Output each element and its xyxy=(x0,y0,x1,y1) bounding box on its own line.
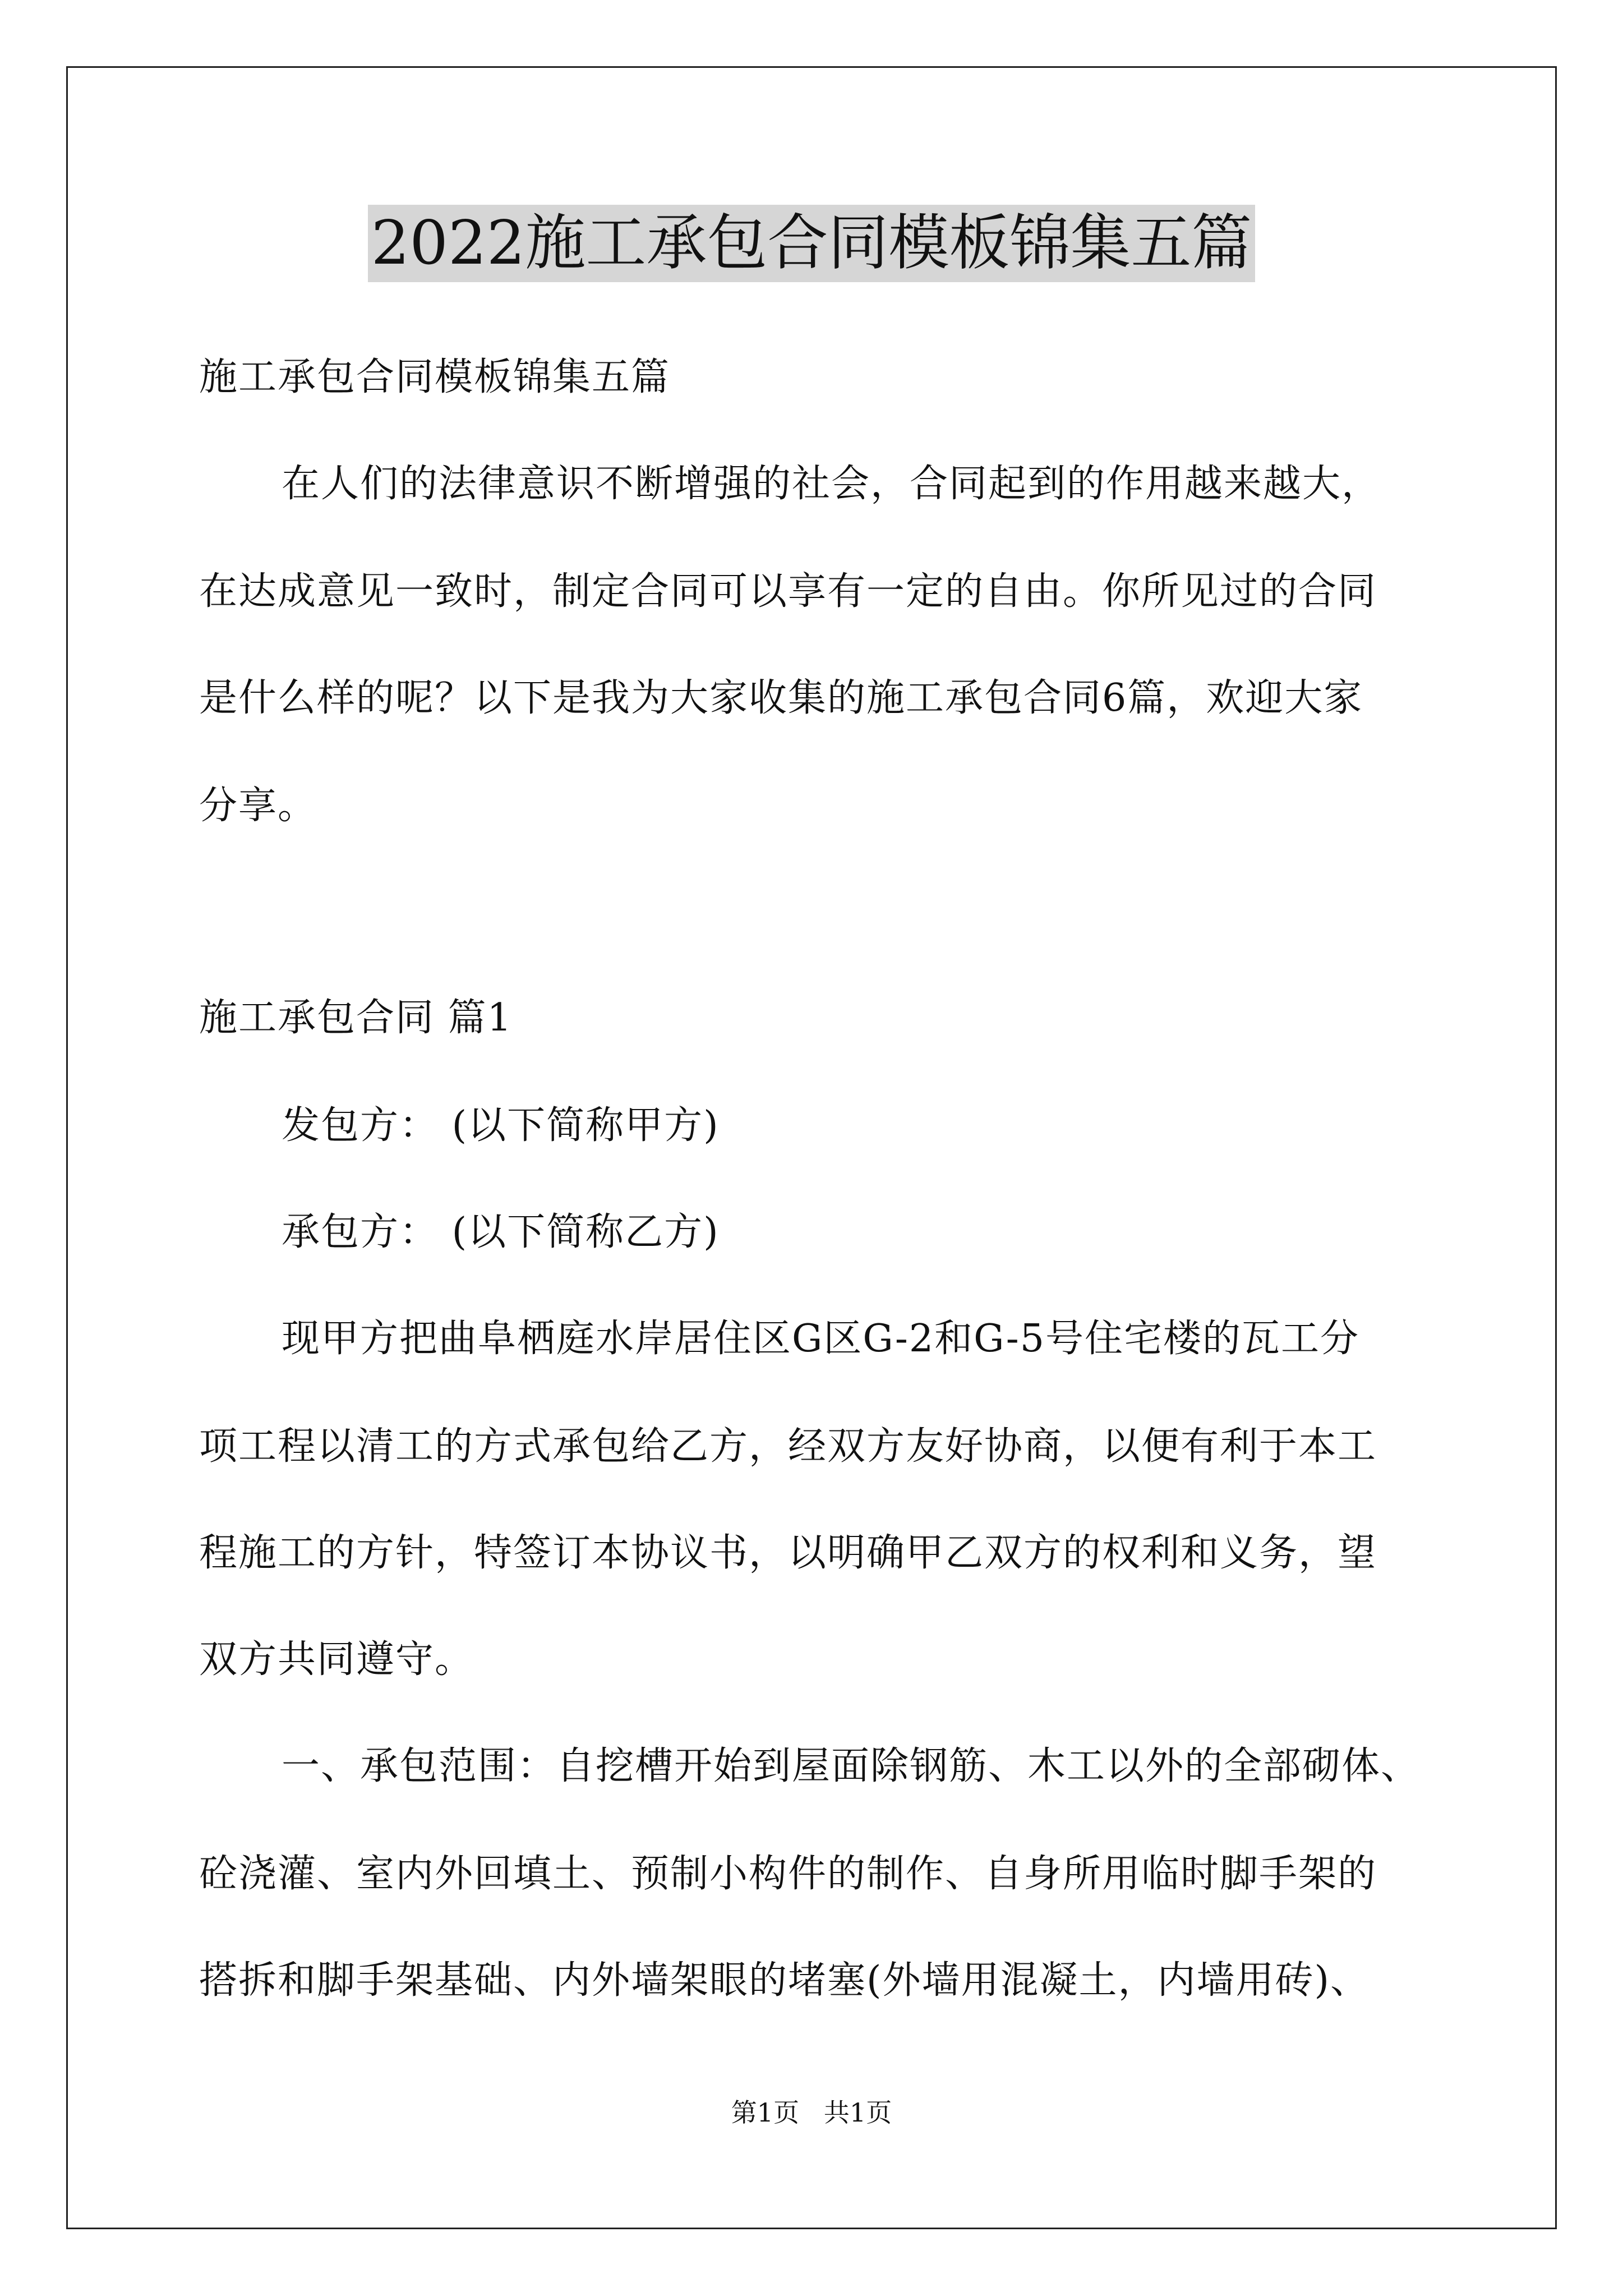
document-subtitle: 施工承包合同模板锦集五篇 xyxy=(199,355,671,399)
intro-line: 在人们的法律意识不断增强的社会，合同起到的作用越来越大， xyxy=(282,462,1381,506)
intro-line: 在达成意见一致时，制定合同可以享有一定的自由。你所见过的合同 xyxy=(199,569,1377,614)
party-a-line: 发包方： (以下简称甲方) xyxy=(282,1103,720,1148)
title-container xyxy=(0,205,1623,282)
scope-line: 砼浇灌、室内外回填土、预制小构件的制作、自身所用临时脚手架的 xyxy=(199,1852,1377,1896)
section-heading: 施工承包合同 篇1 xyxy=(199,996,513,1040)
scope-line: 搭拆和脚手架基础、内外墙架眼的堵塞(外墙用混凝土，内墙用砖)、 xyxy=(199,1958,1370,2003)
party-b-line: 承包方： (以下简称乙方) xyxy=(282,1210,720,1254)
scope-line: 一、承包范围：自挖槽开始到屋面除钢筋、木工以外的全部砌体、 xyxy=(282,1744,1421,1788)
body-line: 程施工的方针，特签订本协议书，以明确甲乙双方的权利和义务，望 xyxy=(199,1531,1377,1575)
intro-line: 分享。 xyxy=(199,784,317,828)
body-line: 双方共同遵守。 xyxy=(199,1637,474,1682)
body-line: 项工程以清工的方式承包给乙方，经双方友好协商，以便有利于本工 xyxy=(199,1424,1377,1469)
intro-line: 是什么样的呢？以下是我为大家收集的施工承包合同6篇，欢迎大家 xyxy=(199,676,1363,720)
body-line: 现甲方把曲阜栖庭水岸居住区G区G-2和G-5号住宅楼的瓦工分 xyxy=(282,1317,1359,1361)
page-footer: 第1页 共1页 xyxy=(731,2097,892,2128)
document-title: 2022施工承包合同模板锦集五篇 xyxy=(368,205,1256,282)
